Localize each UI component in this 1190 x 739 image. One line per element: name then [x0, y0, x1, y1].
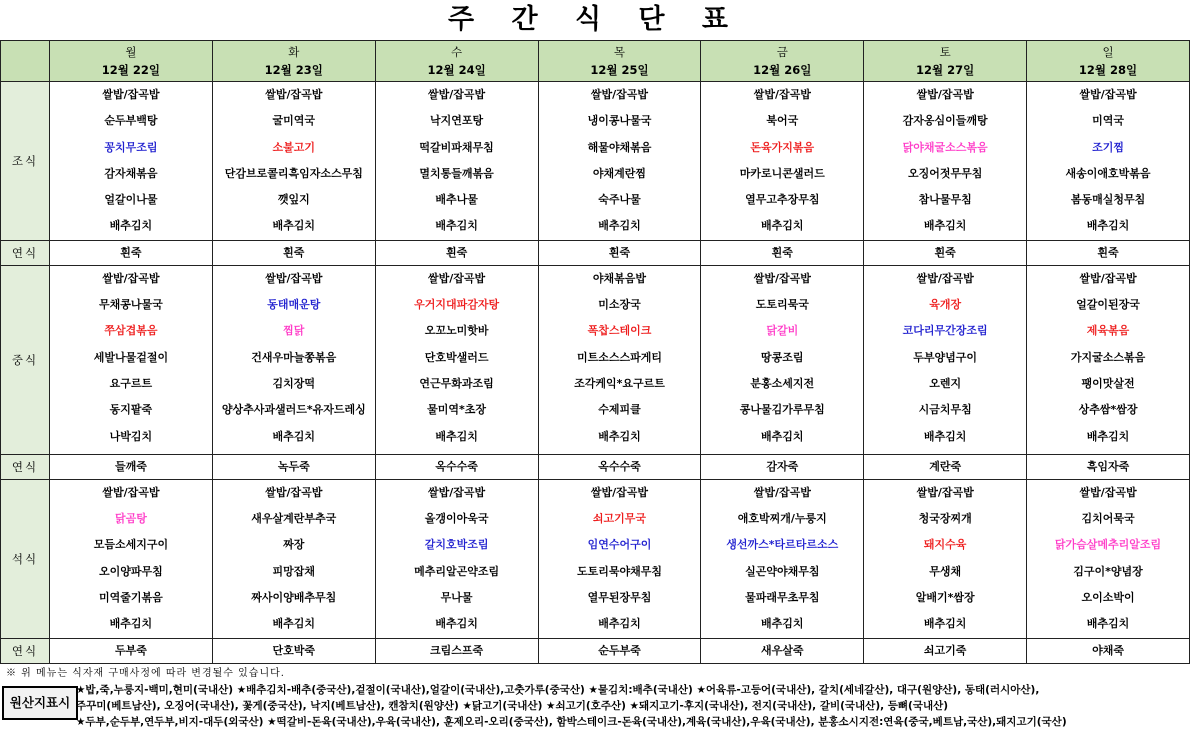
menu-item: 무생채 — [929, 564, 962, 578]
page-title: 주 간 식 단 표 — [447, 4, 742, 35]
menu-item: 메추리알곤약조림 — [414, 564, 500, 578]
menu-item: 쌀밥/잡곡밥 — [916, 485, 974, 499]
meal-label: 연식 — [1, 454, 50, 479]
menu-item: 쌀밥/잡곡밥 — [916, 88, 974, 101]
day-of-week: 일 — [1102, 45, 1114, 59]
soft-diet-row — [1, 638, 1190, 663]
menu-cell — [375, 479, 538, 638]
menu-cell — [701, 479, 864, 638]
menu-item: 쭈삼겹볶음 — [104, 324, 158, 338]
menu-item: 무나물 — [440, 590, 473, 604]
soft-diet-row — [1, 240, 1190, 265]
menu-cell: 두부죽 — [50, 638, 213, 663]
menu-item: 배추김치 — [1086, 429, 1130, 443]
menu-cell — [212, 265, 375, 454]
menu-cell — [375, 82, 538, 241]
menu-cell — [1027, 82, 1190, 241]
menu-item: 단호박샐러드 — [424, 350, 489, 364]
day-of-week: 수 — [451, 45, 463, 59]
menu-cell: 흰죽 — [538, 240, 701, 265]
menu-item: 가지굴소스볶음 — [1070, 350, 1146, 364]
menu-item: 참나물무침 — [918, 193, 972, 207]
weekly-menu-table — [0, 40, 1190, 664]
day-of-week: 화 — [288, 45, 300, 59]
menu-item: 굴미역국 — [272, 114, 316, 128]
menu-item: 꽁치무조림 — [104, 140, 158, 154]
menu-item: 순두부백탕 — [104, 114, 158, 128]
menu-item: 상추쌈*쌈장 — [1078, 403, 1138, 417]
menu-item: 열무고추장무침 — [745, 193, 820, 207]
menu-item: 배추김치 — [598, 219, 641, 233]
menu-item: 닭곰탕 — [114, 512, 147, 526]
menu-cell — [375, 265, 538, 454]
menu-cell — [538, 82, 701, 241]
header-row — [1, 41, 1190, 82]
menu-cell: 흰죽 — [375, 240, 538, 265]
menu-item: 오꼬노미핫바 — [424, 324, 489, 338]
menu-item: 미역국 — [1092, 114, 1124, 128]
menu-item: 쌀밥/잡곡밥 — [102, 88, 160, 101]
menu-item: 쌀밥/잡곡밥 — [102, 485, 160, 499]
menu-item: 돈육가지볶음 — [750, 140, 815, 154]
menu-item: 소불고기 — [272, 140, 316, 154]
menu-cell — [864, 265, 1027, 454]
menu-item: 건새우마늘쫑볶음 — [251, 350, 337, 364]
menu-item: 배추김치 — [761, 429, 804, 443]
menu-item: 배추김치 — [598, 617, 641, 631]
menu-item: 찜닭 — [283, 324, 305, 338]
meal-row — [1, 479, 1190, 638]
menu-item: 얼갈이된장국 — [1076, 298, 1140, 312]
header-corner — [1, 41, 50, 82]
day-of-week: 금 — [776, 45, 788, 59]
menu-item: 닭야채굴소스볶음 — [902, 140, 988, 154]
menu-item: 쌀밥/잡곡밥 — [428, 485, 486, 499]
menu-item: 피망잡채 — [272, 564, 316, 578]
menu-cell — [538, 479, 701, 638]
menu-item: 쌀밥/잡곡밥 — [916, 271, 974, 285]
menu-item: 쌀밥/잡곡밥 — [428, 88, 486, 101]
menu-cell: 흑임자죽 — [1027, 454, 1190, 479]
menu-item: 애호박찌개/누룽지 — [737, 512, 827, 526]
menu-item: 김치어묵국 — [1081, 512, 1135, 526]
menu-item: 쌀밥/잡곡밥 — [1079, 271, 1137, 285]
day-date: 12월 27일 — [916, 63, 975, 77]
menu-item: 짜사이양배추무침 — [251, 590, 337, 604]
soft-diet-row — [1, 454, 1190, 479]
day-date: 12월 28일 — [1078, 63, 1138, 77]
menu-item: 양상추사과샐러드*유자드레싱 — [221, 403, 366, 417]
menu-item: 콩나물김가루무침 — [739, 403, 825, 417]
menu-item: 새우살계란부추국 — [251, 512, 337, 526]
menu-item: 폭찹스테이크 — [587, 324, 652, 338]
day-header — [212, 41, 375, 82]
menu-item: 시금치무침 — [918, 403, 972, 417]
menu-item: 실곤약야채무침 — [745, 564, 820, 578]
menu-item: 배추김치 — [923, 429, 967, 443]
menu-item: 제육볶음 — [1086, 324, 1130, 338]
menu-item: 단감브로콜리흑임자소스무침 — [224, 166, 363, 180]
menu-cell: 야채죽 — [1027, 638, 1190, 663]
menu-cell: 흰죽 — [864, 240, 1027, 265]
menu-item: 생선까스*타르타르소스 — [726, 538, 839, 552]
menu-item: 도토리묵야채무침 — [576, 564, 662, 578]
menu-cell: 옥수수죽 — [375, 454, 538, 479]
menu-item: 쌀밥/잡곡밥 — [1079, 485, 1137, 499]
menu-cell — [701, 265, 864, 454]
menu-item: 수제피클 — [598, 403, 641, 417]
day-of-week: 월 — [125, 45, 137, 59]
day-header — [1027, 41, 1190, 82]
menu-cell: 단호박죽 — [212, 638, 375, 663]
menu-cell: 흰죽 — [701, 240, 864, 265]
menu-item: 김치장떡 — [272, 376, 316, 390]
menu-item: 북어국 — [766, 114, 799, 128]
menu-item: 미소장국 — [598, 298, 641, 312]
menu-item: 배추김치 — [109, 219, 153, 233]
menu-item: 김구이*양념장 — [1073, 564, 1143, 578]
menu-cell — [212, 82, 375, 241]
menu-item: 낙지연포탕 — [430, 114, 484, 128]
menu-item: 쌀밥/잡곡밥 — [753, 271, 811, 285]
menu-cell: 흰죽 — [50, 240, 213, 265]
menu-item: 감자옹심이들깨탕 — [902, 114, 988, 128]
menu-item: 배추김치 — [435, 617, 478, 631]
menu-item: 오이양파무침 — [99, 564, 163, 578]
menu-item: 배추김치 — [109, 617, 153, 631]
menu-item: 연근무화과조림 — [419, 376, 494, 390]
menu-item: 육개장 — [929, 298, 962, 312]
menu-item: 조기찜 — [1092, 140, 1124, 154]
meal-label: 조식 — [1, 82, 50, 241]
menu-cell — [538, 265, 701, 454]
menu-cell: 감자죽 — [701, 454, 864, 479]
menu-item: 배추김치 — [435, 429, 478, 443]
menu-item: 나박김치 — [109, 429, 153, 443]
menu-item: 깻잎지 — [277, 193, 310, 207]
menu-item: 올갱이아욱국 — [424, 512, 489, 526]
menu-item: 쌀밥/잡곡밥 — [265, 485, 323, 499]
menu-cell: 들깨죽 — [50, 454, 213, 479]
menu-item: 야채계란찜 — [592, 166, 647, 180]
menu-item: 쌀밥/잡곡밥 — [1079, 88, 1137, 101]
menu-item: 물파래무초무침 — [745, 590, 820, 604]
day-date: 12월 24일 — [427, 63, 486, 77]
menu-item: 요구르트 — [109, 376, 153, 390]
day-header — [50, 41, 213, 82]
day-date: 12월 26일 — [753, 63, 812, 77]
menu-item: 배추김치 — [923, 219, 967, 233]
menu-item: 야채볶음밥 — [592, 271, 647, 285]
menu-item: 배추김치 — [598, 429, 641, 443]
menu-item: 짜장 — [283, 538, 305, 552]
meal-row — [1, 82, 1190, 241]
day-header — [701, 41, 864, 82]
menu-cell: 흰죽 — [1027, 240, 1190, 265]
menu-item: 임연수어구이 — [587, 538, 652, 552]
menu-item: 배추김치 — [272, 429, 316, 443]
menu-item: 미역줄기볶음 — [99, 590, 163, 604]
menu-cell — [701, 82, 864, 241]
menu-item: 멸치통들깨볶음 — [419, 166, 494, 180]
menu-item: 쌀밥/잡곡밥 — [590, 88, 649, 101]
meal-row — [1, 265, 1190, 454]
menu-item: 갈치호박조림 — [424, 538, 489, 552]
meal-label: 중식 — [1, 265, 50, 454]
menu-item: 배추김치 — [761, 219, 804, 233]
menu-item: 세발나물겉절이 — [93, 350, 169, 364]
day-header — [864, 41, 1027, 82]
menu-item: 분홍소세지전 — [750, 376, 815, 390]
menu-item: 조각케익*요구르트 — [574, 376, 665, 390]
origin-line: ★두부,순두부,연두부,비지-대두(외국산) ★떡갈비-돈육(국내산),우육(국내산), 훈제오리-오리(중국산), 함박스테이크-돈육(국내산),계육(국내산),우육(국내산), 분홍소시지전:연육(중국,베트남,국산),돼지고기(국산) — [76, 716, 1067, 728]
menu-item: 알배기*쌈장 — [915, 590, 975, 604]
menu-item: 쌀밥/잡곡밥 — [102, 271, 160, 285]
menu-cell: 새우살죽 — [701, 638, 864, 663]
menu-cell: 녹두죽 — [212, 454, 375, 479]
day-header — [538, 41, 701, 82]
meal-label: 석식 — [1, 479, 50, 638]
menu-item: 무채콩나물국 — [99, 298, 163, 312]
menu-item: 얼갈이나물 — [104, 193, 158, 207]
menu-cell — [1027, 479, 1190, 638]
menu-cell — [50, 479, 213, 638]
menu-item: 쌀밥/잡곡밥 — [428, 271, 486, 285]
menu-item: 모듬소세지구이 — [93, 538, 169, 552]
meal-label: 연식 — [1, 638, 50, 663]
menu-item: 냉이콩나물국 — [587, 114, 652, 128]
menu-item: 배추김치 — [923, 617, 967, 631]
meal-label: 연식 — [1, 240, 50, 265]
menu-item: 오렌지 — [929, 376, 962, 390]
menu-item: 미트소스스파게티 — [576, 350, 662, 364]
menu-item: 배추김치 — [1086, 617, 1130, 631]
menu-item: 배추김치 — [272, 219, 316, 233]
menu-item: 우거지대파감자탕 — [414, 298, 500, 312]
menu-cell — [212, 479, 375, 638]
menu-item: 쌀밥/잡곡밥 — [590, 485, 649, 499]
menu-item: 쌀밥/잡곡밥 — [265, 271, 323, 285]
menu-cell: 옥수수죽 — [538, 454, 701, 479]
menu-item: 닭가슴살메추리알조림 — [1054, 538, 1162, 552]
menu-item: 새송이애호박볶음 — [1065, 166, 1151, 180]
menu-cell: 흰죽 — [212, 240, 375, 265]
menu-item: 마카로니콘샐러드 — [739, 166, 825, 180]
menu-cell: 순두부죽 — [538, 638, 701, 663]
menu-cell: 계란죽 — [864, 454, 1027, 479]
menu-cell: 크림스프죽 — [375, 638, 538, 663]
menu-item: 동지팥죽 — [109, 403, 153, 417]
menu-item: 땅콩조림 — [761, 350, 804, 364]
menu-item: 쇠고기무국 — [592, 512, 647, 526]
menu-item: 봄동매실청무침 — [1070, 193, 1146, 207]
menu-item: 청국장찌개 — [918, 512, 972, 526]
menu-item: 쌀밥/잡곡밥 — [753, 88, 811, 101]
menu-cell — [50, 265, 213, 454]
menu-item: 배추김치 — [1086, 219, 1130, 233]
menu-item: 닭갈비 — [766, 324, 799, 338]
menu-item: 배추김치 — [435, 219, 478, 233]
menu-item: 도토리묵국 — [755, 298, 809, 312]
menu-item: 두부양념구이 — [913, 350, 978, 364]
menu-cell — [50, 82, 213, 241]
menu-item: 오이소박이 — [1081, 590, 1135, 604]
menu-cell — [864, 82, 1027, 241]
day-date: 12월 23일 — [264, 63, 323, 77]
day-header — [375, 41, 538, 82]
menu-item: 배추나물 — [435, 193, 478, 207]
day-date: 12월 25일 — [590, 63, 649, 77]
menu-item: 코다리무간장조림 — [902, 324, 988, 338]
menu-change-note: ※ 위 메뉴는 식자재 구매사정에 따라 변경될수 있습니다. — [6, 668, 285, 679]
menu-item: 해물야채볶음 — [587, 140, 652, 154]
menu-item: 배추김치 — [272, 617, 316, 631]
origin-line: ★밥,죽,누룽지-백미,현미(국내산) ★배추김치-배추(중국산),겉절이(국내산),얼갈이(국내산),고춧가루(중국산) ★물김치:배추(국내산) ★어육류-고등어(국내산), 갈치(세네갈산), 대구(원양산), 동태(러시아산), — [76, 684, 1040, 696]
menu-item: 떡갈비파채무침 — [419, 140, 494, 154]
menu-cell — [1027, 265, 1190, 454]
day-date: 12월 22일 — [101, 63, 161, 77]
menu-item: 열무된장무침 — [587, 590, 652, 604]
menu-cell: 쇠고기죽 — [864, 638, 1027, 663]
menu-item: 감자채볶음 — [104, 166, 158, 180]
menu-item: 팽이맛살전 — [1081, 376, 1135, 390]
origin-text — [76, 682, 1188, 730]
menu-item: 돼지수육 — [923, 538, 967, 552]
day-of-week: 토 — [939, 45, 951, 59]
menu-item: 숙주나물 — [598, 193, 641, 207]
menu-item: 동태매운탕 — [267, 298, 321, 312]
menu-item: 쌀밥/잡곡밥 — [753, 485, 811, 499]
origin-line: 주꾸미(베트남산), 오징어(국내산), 꽃게(중국산), 낙지(베트남산), 캔참치(원양산) ★닭고기(국내산) ★쇠고기(호주산) ★돼지고기-후지(국내산), 전지(국내산), 갈비(국내산), 등뼈(국내산) — [76, 700, 949, 712]
menu-item: 배추김치 — [761, 617, 804, 631]
menu-item: 오징어젓무무침 — [907, 166, 983, 180]
menu-item: 쌀밥/잡곡밥 — [265, 88, 323, 101]
day-of-week: 목 — [613, 45, 625, 59]
menu-cell — [864, 479, 1027, 638]
origin-label: 원산지표시 — [2, 686, 78, 720]
menu-item: 물미역*초장 — [427, 403, 487, 417]
